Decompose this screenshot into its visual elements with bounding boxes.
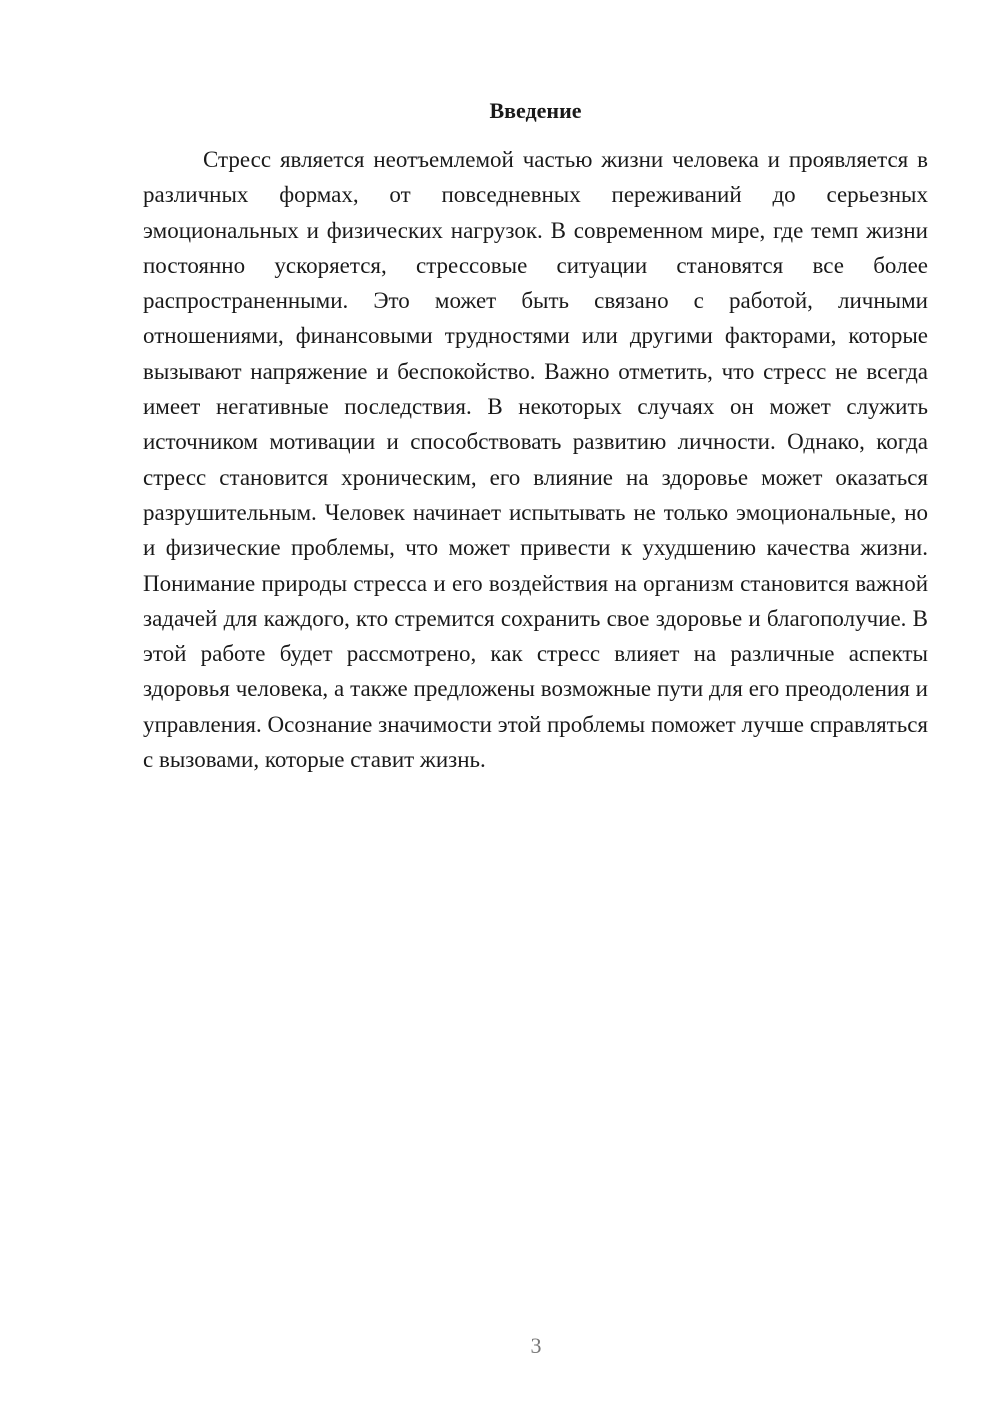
body-paragraph: Стресс является неотъемлемой частью жизни человека и проявляется в различных формах, от повседневных переживаний до серьезных эмоциональных и физических нагрузок. В современном мире, где темп жизни постоянно ускоряется, стрессовые ситуации становятся все более распространенными. Это может быть связано с работой, личными отношениями, финансовыми трудностями или другими факторами, которые вызывают напряжение и беспокойство. Важно отметить, что стресс не всегда имеет негативные последствия. В некоторых случаях он может служить источником мотивации и способствовать развитию личности. Однако, когда стресс становится хроническим, его влияние на здоровье может оказаться разрушительным. Человек начинает испытывать не только эмоциональные, но и физические проблемы, что может привести к ухудшению качества жизни. Понимание природы стресса и его воздействия на организм становится важной задачей для каждого, кто стремится сохранить свое здоровье и благополучие. В этой работе будет рассмотрено, как стресс влияет на различные аспекты здоровья человека, а также предложены возможные пути для его преодоления и управления. Осознание значимости этой проблемы поможет лучше справляться с вызовами, которые ставит жизнь. — [143, 147, 928, 773]
page-number: 3 — [530, 1333, 542, 1358]
section-heading: Введение — [489, 98, 582, 123]
